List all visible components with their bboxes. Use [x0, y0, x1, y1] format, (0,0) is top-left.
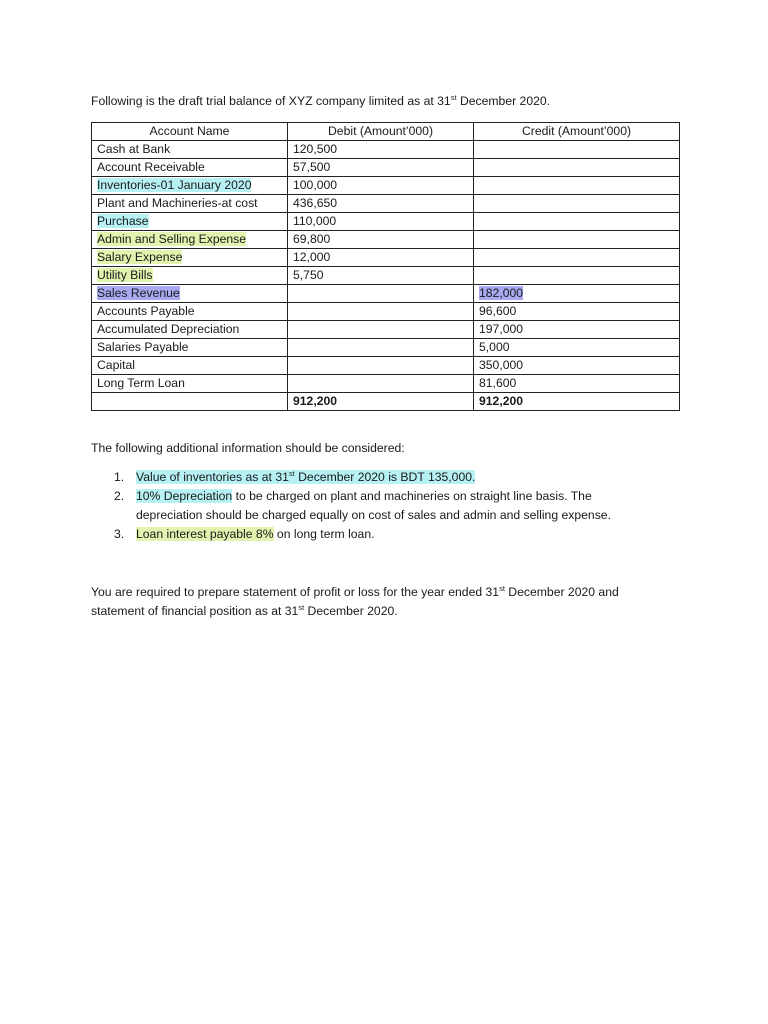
account-cell: Long Term Loan: [92, 375, 288, 393]
account-cell: Accounts Payable: [92, 303, 288, 321]
debit-cell: [288, 321, 474, 339]
table-row: [92, 231, 680, 249]
account-cell: [92, 213, 288, 231]
credit-cell: [474, 231, 680, 249]
list-item: 3. Loan interest payable 8% on long term loan.: [91, 525, 651, 544]
header-credit: Credit (Amount’000): [474, 123, 680, 141]
credit-total: 912,200: [474, 393, 680, 411]
debit-cell: 436,650: [288, 195, 474, 213]
highlighted-text: 10% Depreciation: [136, 489, 233, 503]
highlighted-account: Sales Revenue: [97, 286, 180, 300]
debit-cell: 120,500: [288, 141, 474, 159]
highlighted-account: Salary Expense: [97, 250, 183, 264]
totals-row: [92, 393, 680, 411]
table-row: [92, 195, 680, 213]
account-cell: [92, 231, 288, 249]
table-row: [92, 375, 680, 393]
intro-superscript: st: [450, 93, 457, 102]
account-cell: Capital: [92, 357, 288, 375]
credit-cell: [474, 195, 680, 213]
intro-text-end: December 2020.: [456, 94, 551, 108]
credit-cell: [474, 285, 680, 303]
credit-cell: [474, 177, 680, 195]
credit-cell: 96,600: [474, 303, 680, 321]
debit-cell: [288, 375, 474, 393]
table-row: [92, 213, 680, 231]
credit-cell: 197,000: [474, 321, 680, 339]
debit-cell: 69,800: [288, 231, 474, 249]
credit-cell: [474, 141, 680, 159]
table-row: [92, 357, 680, 375]
list-number: 1.: [114, 470, 125, 484]
table-row: [92, 339, 680, 357]
account-cell: Cash at Bank: [92, 141, 288, 159]
debit-cell: 110,000: [288, 213, 474, 231]
list-number: 3.: [114, 527, 125, 541]
debit-total: 912,200: [288, 393, 474, 411]
table-row: [92, 285, 680, 303]
header-account-name: Account Name: [92, 123, 288, 141]
highlighted-account: Utility Bills: [97, 268, 153, 282]
credit-cell: 5,000: [474, 339, 680, 357]
header-debit: Debit (Amount’000): [288, 123, 474, 141]
credit-cell: 81,600: [474, 375, 680, 393]
table-row: [92, 177, 680, 195]
debit-cell: 57,500: [288, 159, 474, 177]
highlighted-account: Purchase: [97, 214, 149, 228]
credit-cell: [474, 213, 680, 231]
table-row: [92, 303, 680, 321]
debit-cell: 100,000: [288, 177, 474, 195]
account-cell: Salaries Payable: [92, 339, 288, 357]
debit-cell: [288, 303, 474, 321]
highlighted-value: 182,000: [479, 286, 524, 300]
list-item: [91, 468, 651, 487]
highlighted-account: Admin and Selling Expense: [97, 232, 247, 246]
account-cell: [92, 177, 288, 195]
account-cell: Plant and Machineries-at cost: [92, 195, 288, 213]
account-cell: [92, 267, 288, 285]
debit-cell: [288, 285, 474, 303]
totals-label-cell: [92, 393, 288, 411]
credit-cell: [474, 159, 680, 177]
table-row: [92, 321, 680, 339]
highlighted-text: Loan interest payable 8%: [136, 527, 274, 541]
account-cell: [92, 249, 288, 267]
highlighted-text: Value of inventories as at 31st December 2020 is BDT 135,000.: [136, 469, 476, 484]
account-cell: Account Receivable: [92, 159, 288, 177]
highlighted-account: Inventories-01 January 2020: [97, 178, 252, 192]
debit-cell: 12,000: [288, 249, 474, 267]
trial-balance-table: [91, 122, 680, 411]
credit-cell: [474, 267, 680, 285]
debit-cell: [288, 339, 474, 357]
list-number: 2.: [114, 489, 125, 503]
table-row: [92, 141, 680, 159]
table-header-row: [92, 123, 680, 141]
debit-cell: 5,750: [288, 267, 474, 285]
credit-cell: [474, 249, 680, 267]
intro-text-main: Following is the draft trial balance of XYZ company limited as at 31: [91, 94, 451, 108]
account-cell: [92, 285, 288, 303]
table-row: [92, 267, 680, 285]
task-instructions: You are required to prepare statement of profit or loss for the year ended 31st December 2020 and statement of financial position as at 31st December 2020.: [91, 584, 619, 618]
credit-cell: 350,000: [474, 357, 680, 375]
additional-info-list: [91, 468, 651, 544]
intro-text: [91, 92, 550, 110]
table-row: [92, 159, 680, 177]
additional-info-heading: The following additional information should be considered:: [91, 441, 405, 455]
account-cell: Accumulated Depreciation: [92, 321, 288, 339]
list-item: 2. 10% Depreciation to be charged on plant and machineries on straight line basis. The depreciation should be charged equally on cost of sales and admin and selling expense.: [114, 489, 611, 522]
table-row: [92, 249, 680, 267]
debit-cell: [288, 357, 474, 375]
